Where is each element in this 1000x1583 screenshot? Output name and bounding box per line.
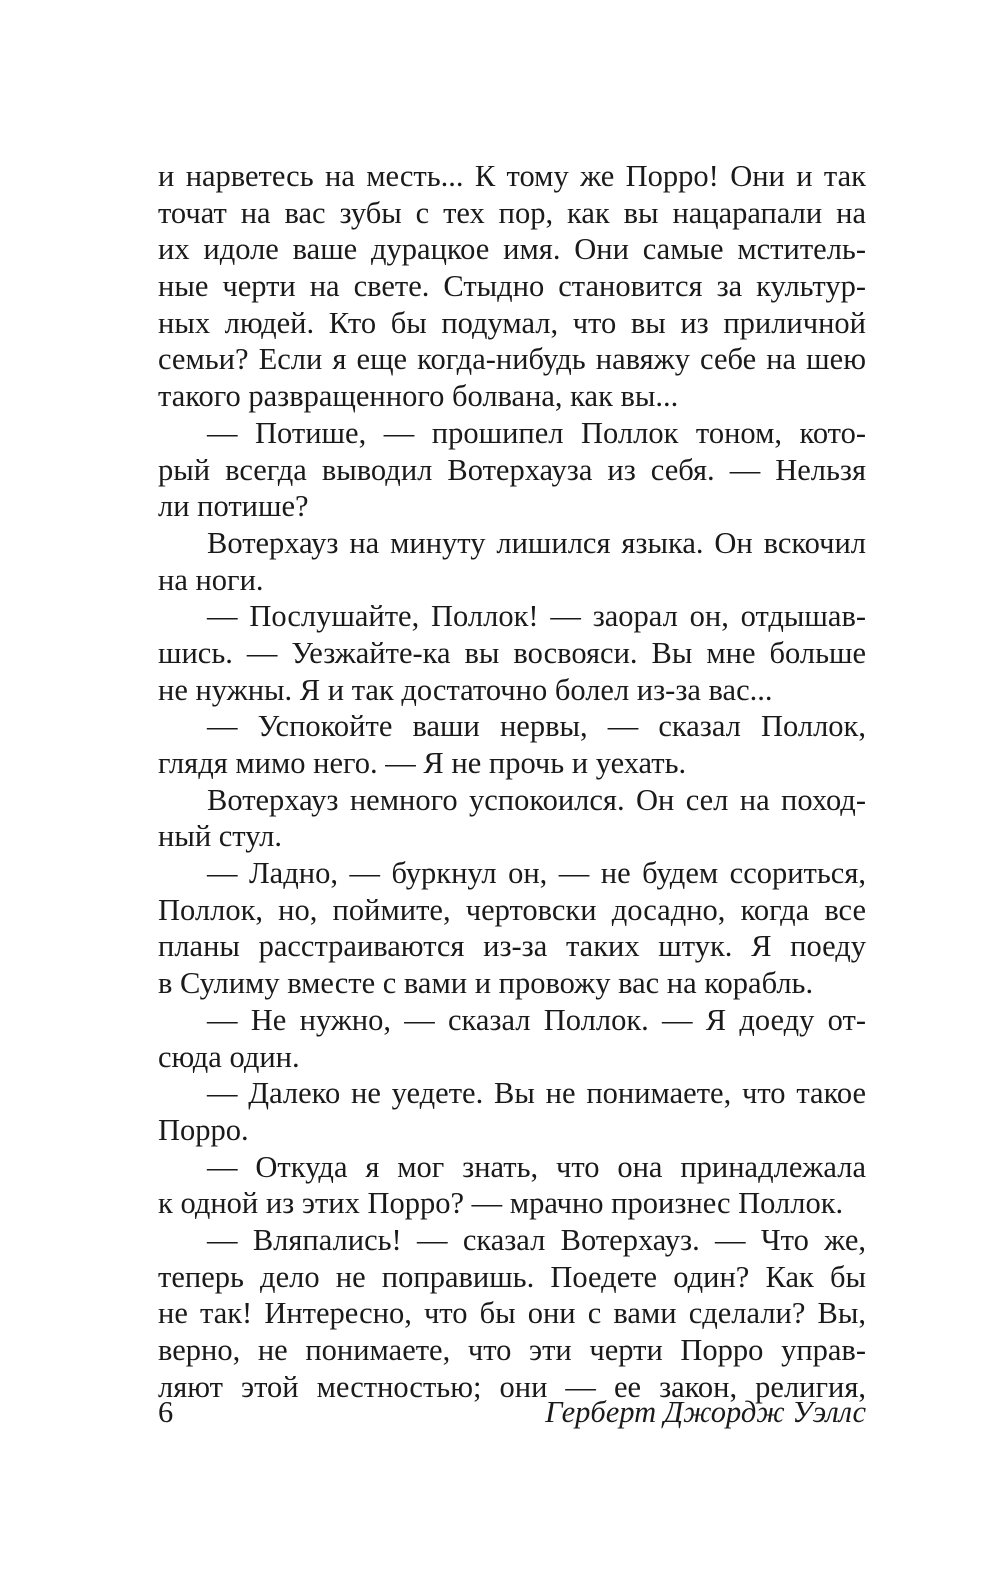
- text-line: теперь дело не поправишь. Поедете один? Как бы: [158, 1259, 866, 1294]
- text-line: — Потише, — прошипел Поллок тоном, кото-: [207, 415, 866, 450]
- text-line: — Далеко не уедете. Вы не понимаете, что такое: [207, 1076, 866, 1111]
- text-line: на ноги.: [158, 562, 264, 597]
- text-line: и нарветесь на месть... К тому же Порро! Они и так: [158, 159, 866, 193]
- text-line: планы расстраиваются из-за таких штук. Я поеду: [158, 929, 866, 964]
- text-line: верно, не понимаете, что эти черти Порро управ-: [158, 1333, 866, 1367]
- text-line: семьи? Если я еще когда-нибудь навяжу себе на шею: [158, 342, 866, 377]
- text-line: Вотерхауз на минуту лишился языка. Он вскочил: [207, 525, 866, 560]
- text-line: ные черти на свете. Стыдно становится за культур-: [158, 269, 866, 304]
- text-line: — Ладно, — буркнул он, — не будем ссориться,: [207, 856, 866, 891]
- text-line: рый всегда выводил Вотерхауза из себя. — Нельзя: [158, 452, 866, 487]
- text-line: — Успокойте ваши нервы, — сказал Поллок,: [207, 709, 866, 744]
- text-line: к одной из этих Порро? — мрачно произнес Поллок.: [158, 1186, 844, 1221]
- text-line: в Сулиму вместе с вами и провожу вас на корабль.: [158, 966, 814, 1001]
- text-line: такого развращенного болвана, как вы...: [158, 379, 679, 414]
- text-line: — Не нужно, — сказал Поллок. — Я доеду от-: [207, 1002, 866, 1037]
- text-line: шись. — Уезжайте-ка вы восвояси. Вы мне больше: [158, 635, 866, 670]
- page-footer: [158, 1392, 866, 1432]
- text-line: не так! Интересно, что бы они с вами сделали? Вы,: [158, 1296, 866, 1331]
- page-number: 6: [158, 1395, 174, 1429]
- text-line: Порро.: [158, 1112, 249, 1147]
- text-line: их идоле ваше дурацкое имя. Они самые мститель-: [158, 232, 866, 267]
- text-line: точат на вас зубы с тех пор, как вы нацарапали на: [158, 195, 866, 230]
- text-line: глядя мимо него. — Я не прочь и уехать.: [158, 746, 687, 780]
- text-line: не нужны. Я и так достаточно болел из-за вас...: [158, 672, 773, 707]
- text-line: сюда один.: [158, 1039, 300, 1074]
- text-line: Вотерхауз немного успокоился. Он сел на поход-: [207, 782, 866, 817]
- text-line: ный стул.: [158, 819, 282, 854]
- body-text: [158, 158, 866, 1405]
- text-line: ляют этой местностью; они — ее закон, религия,: [158, 1369, 866, 1404]
- text-line: — Вляпались! — сказал Вотерхауз. — Что же,: [207, 1222, 866, 1257]
- text-line: ли потише?: [158, 489, 309, 524]
- text-line: Поллок, но, поймите, чертовски досадно, когда все: [158, 892, 866, 927]
- text-line: ных людей. Кто бы подумал, что вы из приличной: [158, 305, 866, 340]
- running-author: Герберт Джордж Уэллс: [545, 1395, 866, 1429]
- text-line: — Откуда я мог знать, что она принадлежала: [207, 1149, 866, 1184]
- text-line: — Послушайте, Поллок! — заорал он, отдышав-: [207, 599, 866, 634]
